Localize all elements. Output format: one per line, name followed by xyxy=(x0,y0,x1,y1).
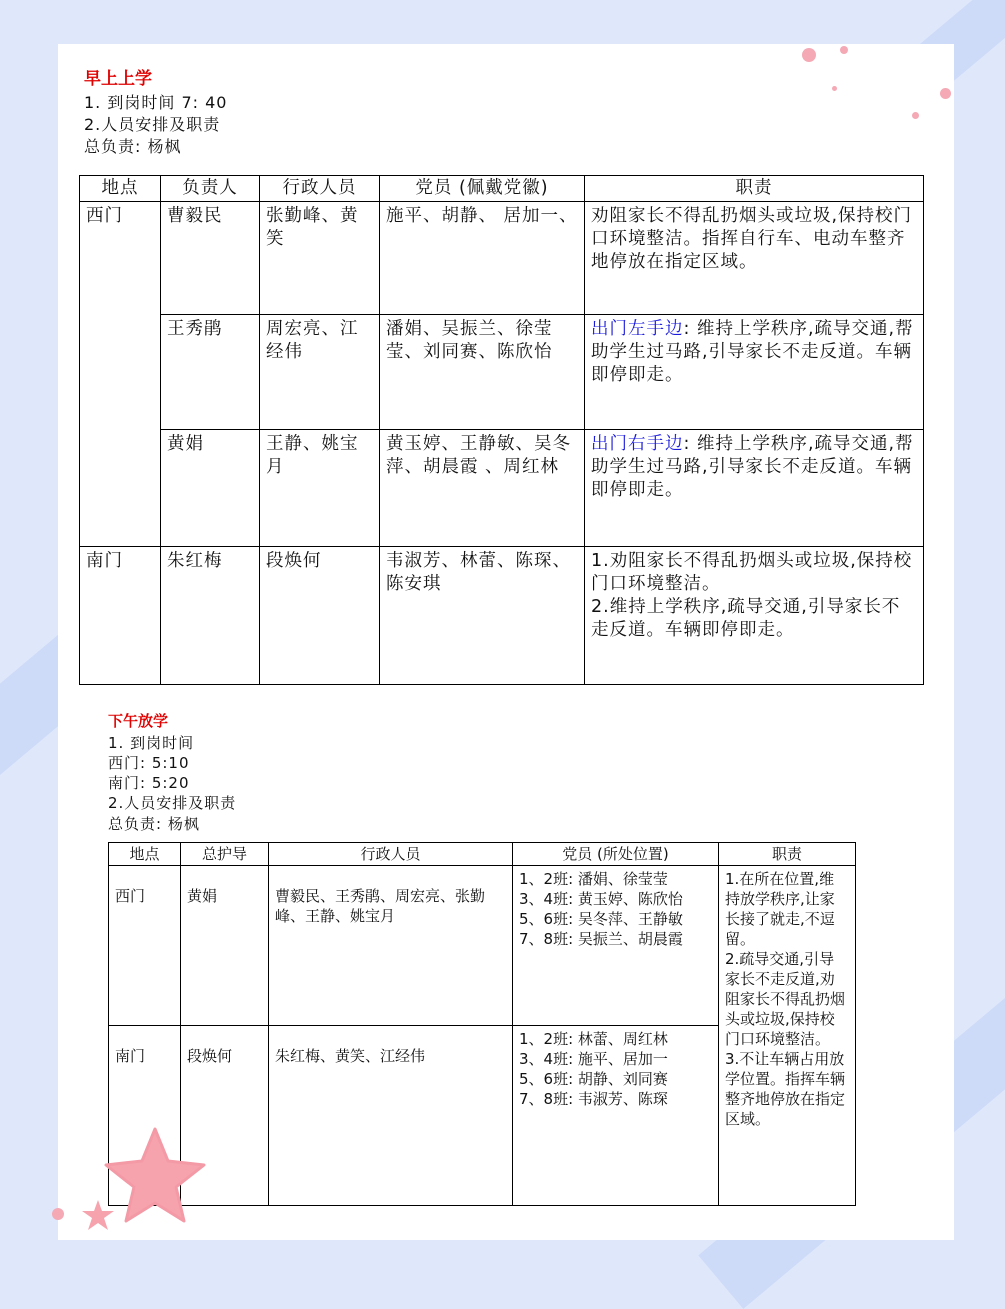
cell-leader: 曹毅民 xyxy=(161,202,260,315)
cell-location: 西门 xyxy=(80,202,161,547)
table-header-row xyxy=(80,176,924,202)
cell-members: 韦淑芳、林蕾、陈琛、 陈安琪 xyxy=(380,547,585,685)
class-assignment: 5、6班: 吴冬萍、王静敏 xyxy=(519,910,683,928)
header-supervisor: 总护导 xyxy=(181,843,269,866)
header-location: 地点 xyxy=(109,843,181,866)
duty-position-label: 出门右手边 xyxy=(591,434,684,454)
cell-duty xyxy=(585,202,924,315)
afternoon-duty-table xyxy=(108,842,856,1206)
afternoon-overall-leader: 总负责: 杨枫 xyxy=(108,815,200,833)
cell-members: 黄玉婷、王静敏、吴冬萍、胡晨霞 、周红林 xyxy=(380,430,585,547)
class-assignment: 1、2班: 潘娟、徐莹莹 xyxy=(519,870,668,888)
cell-supervisor: 段焕何 xyxy=(181,1026,269,1206)
duty-text: 劝阻家长不得乱扔烟头或垃圾,保持校门口环境整洁。指挥自行车、电动车整齐地停放在指定区域。 xyxy=(591,206,913,272)
afternoon-arrival-heading: 1. 到岗时间 xyxy=(108,734,195,752)
table-row xyxy=(80,430,924,547)
cell-leader: 朱红梅 xyxy=(161,547,260,685)
decor-dot xyxy=(912,112,919,119)
class-assignment: 7、8班: 韦淑芳、陈琛 xyxy=(519,1090,668,1108)
afternoon-title: 下午放学 xyxy=(108,712,169,730)
pink-star-icon xyxy=(100,1125,210,1225)
morning-duty-table xyxy=(79,175,924,685)
duty-text: : 维持上学秩序,疏导交通,帮助学生过马路,引导家长不走反道。车辆即停即走。 xyxy=(591,434,914,500)
duty-text: 1.劝阻家长不得乱扔烟头或垃圾,保持校门口环境整洁。 2.维持上学秩序,疏导交通,引导家长不走反道。车辆即停即走。 xyxy=(591,551,913,640)
class-assignment: 1、2班: 林蕾、周红林 xyxy=(519,1030,668,1048)
decor-dot xyxy=(840,46,848,54)
cell-duty xyxy=(585,430,924,547)
morning-arrangement-heading: 2.人员安排及职责 xyxy=(84,115,221,134)
afternoon-south-gate-time: 南门: 5:20 xyxy=(108,774,190,792)
cell-class-positions xyxy=(513,866,719,1026)
cell-location: 南门 xyxy=(80,547,161,685)
decor-dot xyxy=(52,1208,64,1220)
header-leader: 负责人 xyxy=(161,176,260,202)
header-admin: 行政人员 xyxy=(260,176,380,202)
header-party-members: 党员 (佩戴党徽) xyxy=(380,176,585,202)
table-header-row xyxy=(109,843,856,866)
cell-supervisor: 黄娟 xyxy=(181,866,269,1026)
cell-duty: 1.在所在位置,维持放学秩序,让家长接了就走,不逗留。 2.疏导交通,引导家长不走反道,劝阻家长不得乱扔烟头或垃圾,保持校门口环境整洁。 3.不让车辆占用放学位置。指挥车辆整齐地停放在指定区域。 xyxy=(719,866,856,1206)
cell-leader: 王秀鹃 xyxy=(161,315,260,430)
header-location: 地点 xyxy=(80,176,161,202)
cell-duty xyxy=(585,315,924,430)
cell-admin: 段焕何 xyxy=(260,547,380,685)
cell-admin: 王静、姚宝月 xyxy=(260,430,380,547)
cell-admin: 曹毅民、王秀鹃、周宏亮、张勤峰、王静、姚宝月 xyxy=(269,866,513,1026)
class-assignment: 5、6班: 胡静、刘同赛 xyxy=(519,1070,668,1088)
morning-overall-leader: 总负责: 杨枫 xyxy=(84,137,182,156)
afternoon-west-gate-time: 西门: 5:10 xyxy=(108,754,190,772)
morning-arrival-time: 1. 到岗时间 7: 40 xyxy=(84,93,228,112)
decor-dot xyxy=(802,48,816,62)
document-page xyxy=(58,44,954,1240)
decor-dot xyxy=(832,86,837,91)
morning-title: 早上上学 xyxy=(84,69,152,89)
header-duty: 职责 xyxy=(719,843,856,866)
duty-position-label: 出门左手边 xyxy=(591,319,684,339)
class-assignment: 7、8班: 吴振兰、胡晨霞 xyxy=(519,930,683,948)
cell-members: 潘娟、吴振兰、徐莹莹、刘同赛、陈欣怡 xyxy=(380,315,585,430)
cell-location: 南门 xyxy=(109,1026,181,1206)
cell-leader: 黄娟 xyxy=(161,430,260,547)
header-duty: 职责 xyxy=(585,176,924,202)
afternoon-arrangement-heading: 2.人员安排及职责 xyxy=(108,794,237,812)
small-star-icon xyxy=(80,1198,116,1232)
header-party-members: 党员 (所处位置) xyxy=(513,843,719,866)
cell-location: 西门 xyxy=(109,866,181,1026)
cell-duty xyxy=(585,547,924,685)
table-row xyxy=(80,315,924,430)
cell-admin: 张勤峰、黄笑 xyxy=(260,202,380,315)
table-row xyxy=(109,866,856,1026)
class-assignment: 3、4班: 黄玉婷、陈欣怡 xyxy=(519,890,683,908)
cell-members: 施平、胡静、 居加一、 xyxy=(380,202,585,315)
duty-text: : 维持上学秩序,疏导交通,帮助学生过马路,引导家长不走反道。车辆即停即走。 xyxy=(591,319,914,385)
cell-admin: 朱红梅、黄笑、江经伟 xyxy=(269,1026,513,1206)
header-admin: 行政人员 xyxy=(269,843,513,866)
table-row xyxy=(80,547,924,685)
cell-admin: 周宏亮、江经伟 xyxy=(260,315,380,430)
class-assignment: 3、4班: 施平、居加一 xyxy=(519,1050,668,1068)
table-row xyxy=(80,202,924,315)
decor-dot xyxy=(940,88,951,99)
cell-class-positions xyxy=(513,1026,719,1206)
